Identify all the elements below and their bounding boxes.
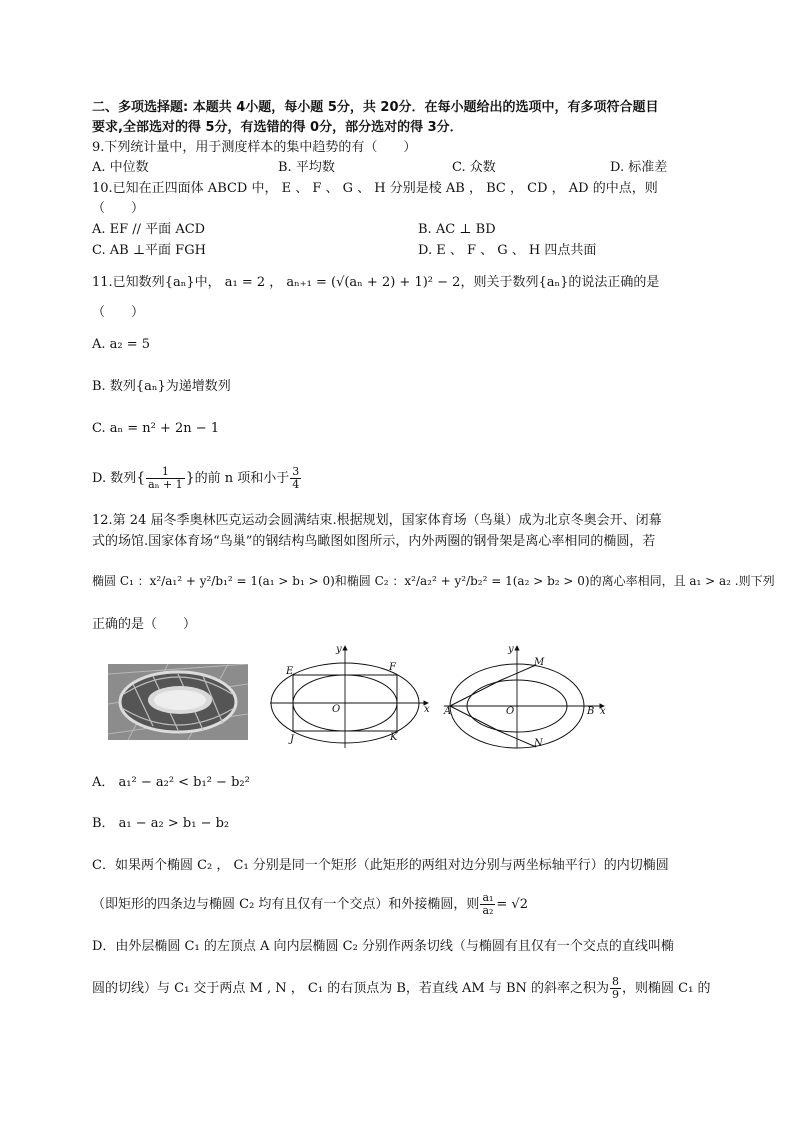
- q11-stem-seq: {aₙ}: [164, 275, 195, 290]
- q12-option-c-line2: （即矩形的四条边与椭圆 C₂ 均有且仅有一个交点）和外接椭圆，则 $\frac{\text{a₁}}{\text{a₂}}$ = √2: [92, 891, 528, 917]
- fig1-label-e: E: [286, 666, 294, 677]
- fig1-label-j: J: [290, 734, 295, 745]
- figure1-ellipse-rectangle: [268, 640, 438, 750]
- q12-line3: 椭圆 C₁ ：x²/a₁² + y²/b₁² = 1(a₁ > b₁ > 0)和椭圆 C₂ ：x²/a₂² + y²/b₂² = 1(a₂ > b₂ > 0)的离心率相同，且 a₁ > a₂ .则下列: [92, 574, 775, 588]
- q9-option-a: A. 中位数: [92, 160, 149, 175]
- q11-option-c: C. aₙ = n² + 2n − 1: [92, 421, 220, 436]
- fig1-label-x: x: [424, 704, 430, 715]
- section-header-line2: 要求,全部选对的得 5分，有选错的得 0分，部分选对的得 3分．: [92, 120, 463, 135]
- fig2-label-b: B: [587, 706, 595, 717]
- q12-eq-c2: x²/a₂² + y²/b₂² = 1(a₂ > b₂ > 0): [404, 574, 590, 588]
- q11-d-frac-34: $\frac{3}{4}$: [292, 465, 300, 491]
- section-header-line1: 二、多项选择题: 本题共 4小题，每小题 5分，共 20分．在每小题给出的选项中，有多项符合题目: [92, 100, 659, 115]
- q11-stem-end: 的说法正确的是: [568, 275, 660, 290]
- q12-line4: 正确的是（ ）: [92, 617, 197, 632]
- q12-c-fraction: $\frac{\text{a₁}}{\text{a₂}}$: [482, 891, 494, 917]
- fig2-label-n: N: [534, 738, 543, 749]
- fig2-label-o: O: [506, 706, 515, 717]
- fig2-tangent-an: [450, 706, 536, 747]
- q9-option-c: C. 众数: [452, 160, 496, 175]
- q11-d-fraction: $\frac{1}{\text{aₙ + 1}}$: [148, 465, 183, 491]
- q10-stem: 10.已知在正四面体 ABCD 中， E 、 F 、 G 、 H 分别是棱 AB ， BC ， CD ， AD 的中点，则: [92, 181, 658, 196]
- q12-option-a: A． a₁² − a₂² < b₁² − b₂²: [92, 775, 250, 790]
- q12-option-b: B． a₁ − a₂ > b₁ − b₂: [92, 816, 230, 831]
- q10-option-b: B. AC ⊥ BD: [418, 222, 496, 237]
- q11-option-b: B. 数列{aₙ}为递增数列: [92, 379, 231, 394]
- figure2-ellipse-tangents: [442, 640, 612, 750]
- q11-option-a: A. a₂ = 5: [92, 337, 151, 352]
- fig1-label-y: y: [336, 644, 342, 655]
- q10-option-c: C. AB ⊥平面 FGH: [92, 243, 206, 258]
- q12-eq-c1: x²/a₁² + y²/b₁² = 1(a₁ > b₁ > 0): [149, 574, 335, 588]
- q11-paren: （ ）: [92, 305, 145, 320]
- q12-option-c-line1: C．如果两个椭圆 C₂ ， C₁ 分别是同一个矩形（此矩形的两组对边分别与两坐标轴平行）的内切椭圆: [92, 858, 669, 873]
- q12-option-d-line1: D．由外层椭圆 C₁ 的左顶点 A 向内层椭圆 C₂ 分别作两条切线（与椭圆有且仅有一个交点的直线叫椭: [92, 939, 674, 954]
- fig2-label-x: x: [600, 706, 606, 717]
- q11-d-mid: 的前 n 项和小于: [194, 471, 290, 486]
- fig2-label-m: M: [534, 657, 545, 668]
- q11-option-d: D. 数列{ $\frac{1}{\text{aₙ + 1}}$ }的前 n 项和小于 $\frac{3}{4}$: [92, 465, 300, 491]
- q11-stem-mid: 中， a₁ = 2 ， aₙ₊₁ = (√(aₙ + 2) + 1)² − 2，则关于数列: [194, 275, 539, 290]
- q9-option-b: B. 平均数: [278, 160, 335, 175]
- q12-line1: 12.第 24 届冬季奥林匹克运动会圆满结束.根据规划，国家体育场（鸟巢）成为北京冬奥会开、闭幕: [92, 513, 662, 528]
- fig1-label-o: O: [332, 704, 341, 715]
- fig2-label-y: y: [508, 644, 514, 655]
- q9-stem: 9.下列统计量中，用于测度样本的集中趋势的有（ ）: [92, 140, 417, 155]
- q12-line2: 式的场馆.国家体育场“鸟巢”的钢结构鸟瞰图如图所示，内外两圈的钢骨架是离心率相同的椭圆，若: [92, 534, 656, 549]
- q10-paren: （ ）: [92, 201, 145, 216]
- fig2-tangent-am: [450, 665, 536, 706]
- q10-option-d: D. E 、 F 、 G 、 H 四点共面: [418, 243, 597, 258]
- q12-option-d-line2: 圆的切线）与 C₁ 交于两点 M , N ， C₁ 的右顶点为 B，若直线 AM 与 BN 的斜率之积为 $\frac{8}{9}$ ，则椭圆 C₁ 的: [92, 975, 711, 1001]
- stadium-photo: [108, 664, 248, 740]
- q9-option-d: D. 标准差: [610, 160, 668, 175]
- fig1-label-f: F: [389, 662, 396, 673]
- q11-stem-seq2: {aₙ}: [538, 275, 569, 290]
- q12-d-fraction: $\frac{8}{9}$: [612, 975, 620, 1001]
- q11-d-prefix: D. 数列: [92, 471, 137, 486]
- fig2-label-a: A: [444, 706, 452, 717]
- q11-stem: [92, 274, 659, 292]
- fig1-label-k: K: [390, 732, 398, 743]
- q10-option-a: A. EF // 平面 ACD: [92, 222, 206, 237]
- q11-stem-prefix: 11.已知数列: [92, 275, 165, 290]
